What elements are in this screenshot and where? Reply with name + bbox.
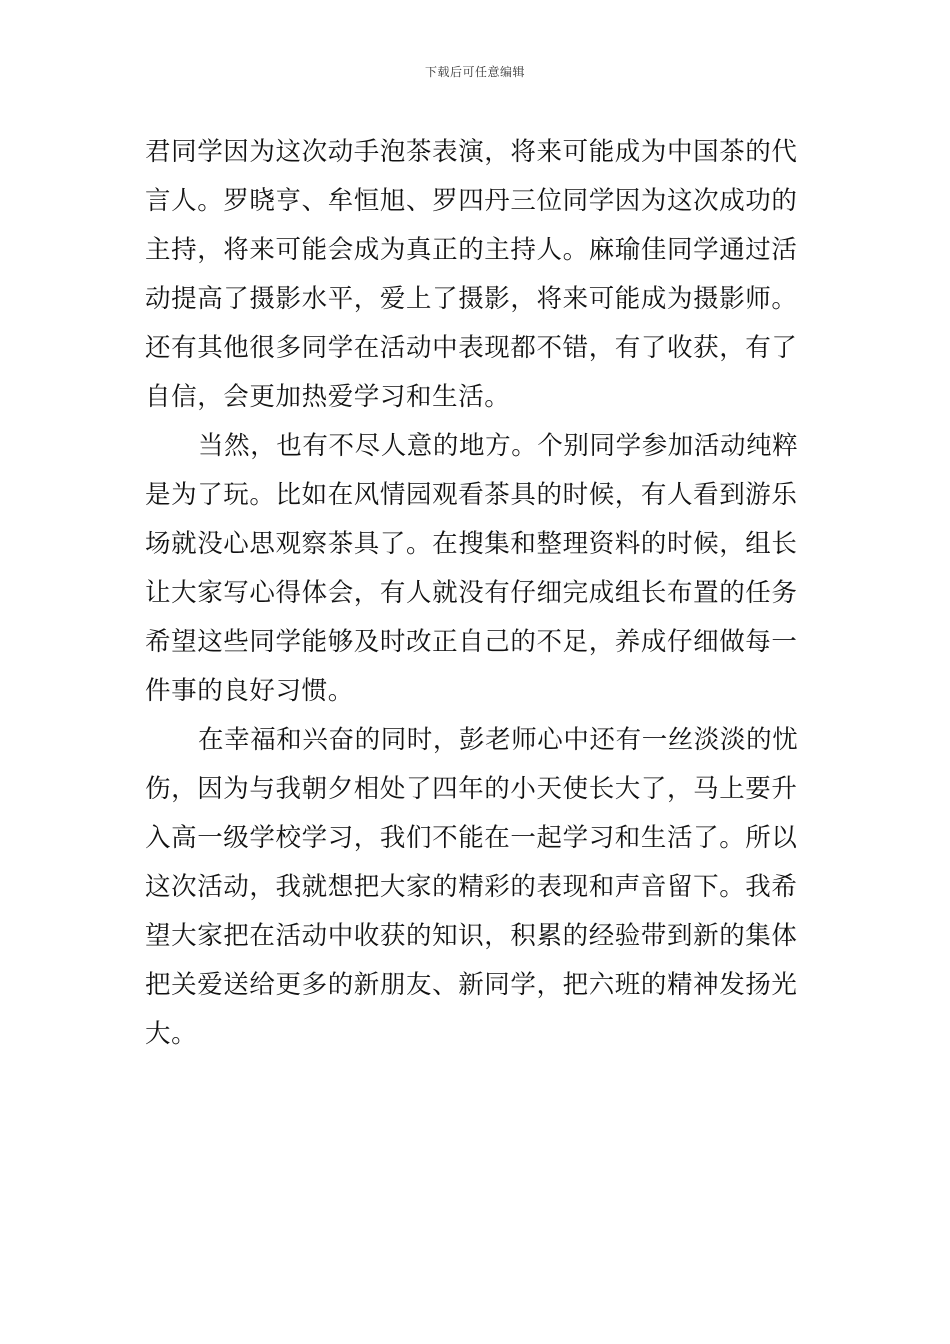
document-body: [145, 128, 807, 1059]
text-line: 动提高了摄影水平，爱上了摄影，将来可能成为摄影师。: [145, 284, 798, 314]
text-line: 是为了玩。比如在风情园观看茶具的时候，有人看到游乐: [145, 480, 798, 510]
text-line: 这次活动，我就想把大家的精彩的表现和声音留下。我希: [145, 872, 798, 902]
text-line: 望大家把在活动中收获的知识，积累的经验带到新的集体: [145, 921, 798, 951]
text-line: 入高一级学校学习，我们不能在一起学习和生活了。所以: [145, 823, 798, 853]
text-line: 伤，因为与我朝夕相处了四年的小天使长大了，马上要升: [145, 774, 798, 804]
text-line: 希望这些同学能够及时改正自己的不足，养成仔细做每一: [145, 627, 798, 657]
text-line: 君同学因为这次动手泡茶表演，将来可能成为中国茶的代: [145, 137, 798, 167]
text-line: 还有其他很多同学在活动中表现都不错，有了收获，有了: [145, 333, 798, 363]
text-line: 主持，将来可能会成为真正的主持人。麻瑜佳同学通过活: [145, 235, 798, 265]
page-header-note: 下载后可任意编辑: [424, 65, 525, 79]
text-line: 把关爱送给更多的新朋友、新同学，把六班的精神发扬光: [145, 970, 798, 1000]
text-line: 场就没心思观察茶具了。在搜集和整理资料的时候，组长: [145, 529, 798, 559]
text-line: 让大家写心得体会，有人就没有仔细完成组长布置的任务: [145, 578, 798, 608]
paragraph-start-line: 当然，也有不尽人意的地方。个别同学参加活动纯粹: [198, 431, 799, 461]
paragraph-start-line: 在幸福和兴奋的同时，彭老师心中还有一丝淡淡的忧: [198, 725, 799, 755]
text-line: 件事的良好习惯。: [145, 676, 354, 706]
text-line: 大。: [145, 1019, 198, 1049]
text-line: 言人。罗晓亨、牟恒旭、罗四丹三位同学因为这次成功的: [145, 186, 798, 216]
text-line: 自信，会更加热爱学习和生活。: [145, 382, 511, 412]
